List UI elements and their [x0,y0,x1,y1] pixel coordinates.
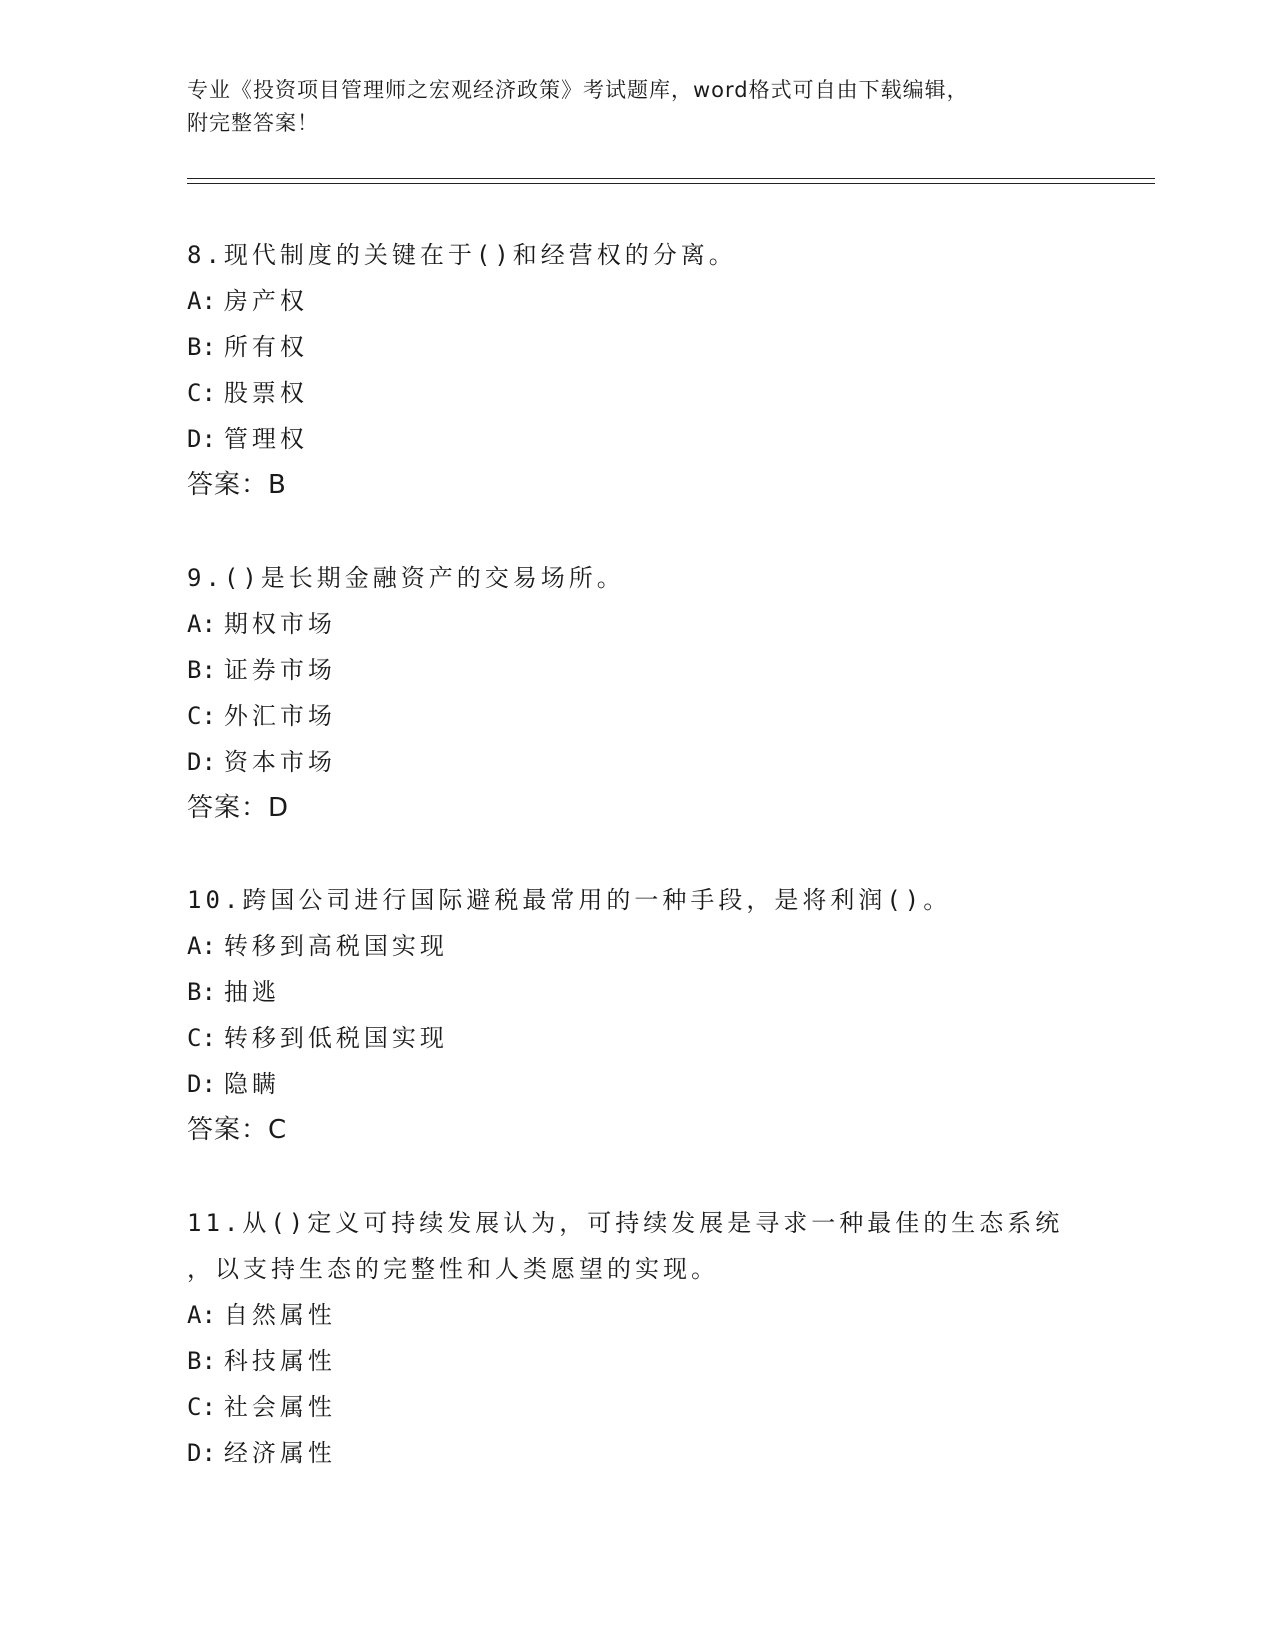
question-stem: 10.跨国公司进行国际避税最常用的一种手段，是将利润()。 [187,886,952,914]
question-10 [187,877,1107,1153]
option-letter: C: [187,702,216,730]
option-letter: A: [187,932,216,960]
option-text: 社会属性 [223,1393,336,1421]
option-letter: D: [187,1439,216,1467]
option-b [187,969,1107,1015]
option-text: 外汇市场 [223,702,336,730]
header-line-1: 专业《投资项目管理师之宏观经济政策》考试题库，word格式可自由下载编辑， [187,78,969,102]
option-d [187,416,1107,462]
option-letter: B: [187,1347,216,1375]
option-letter: A: [187,610,216,638]
option-text: 证券市场 [223,656,336,684]
option-a [187,1292,1107,1338]
header-divider-bottom [187,183,1155,184]
option-text: 自然属性 [223,1301,336,1329]
option-b [187,324,1107,370]
option-letter: D: [187,425,216,453]
option-letter: A: [187,287,216,315]
option-letter: A: [187,1301,216,1329]
document-header [187,74,1067,140]
option-c [187,1384,1107,1430]
option-d [187,1430,1107,1476]
option-letter: D: [187,748,216,776]
option-text: 抽逃 [223,978,280,1006]
question-stem: 9.()是长期金融资产的交易场所。 [187,564,625,592]
question-8 [187,232,1107,508]
option-c [187,370,1107,416]
option-a [187,601,1107,647]
option-letter: B: [187,333,216,361]
option-b [187,1338,1107,1384]
option-letter: D: [187,1070,216,1098]
option-letter: B: [187,656,216,684]
option-text: 经济属性 [223,1439,336,1467]
option-text: 资本市场 [223,748,336,776]
option-text: 股票权 [223,379,308,407]
option-text: 期权市场 [223,610,336,638]
answer-label: 答案：C [187,1115,288,1145]
option-letter: C: [187,1393,216,1421]
answer-label: 答案：B [187,470,287,500]
question-11 [187,1200,1107,1476]
option-c [187,1015,1107,1061]
option-c [187,693,1107,739]
option-text: 房产权 [223,287,308,315]
option-text: 所有权 [223,333,308,361]
option-text: 转移到低税国实现 [223,1024,448,1052]
option-text: 转移到高税国实现 [223,932,448,960]
option-letter: B: [187,978,216,1006]
option-b [187,647,1107,693]
option-d [187,1061,1107,1107]
option-letter: C: [187,379,216,407]
question-stem-line-2: ，以支持生态的完整性和人类愿望的实现。 [187,1255,719,1283]
question-9 [187,555,1107,831]
option-a [187,923,1107,969]
answer-label: 答案：D [187,793,290,823]
question-stem-line-1: 11.从()定义可持续发展认为，可持续发展是寻求一种最佳的生态系统 [187,1209,1064,1237]
header-line-2: 附完整答案！ [187,111,319,135]
option-a [187,278,1107,324]
option-d [187,739,1107,785]
option-text: 隐瞒 [223,1070,280,1098]
option-letter: C: [187,1024,216,1052]
header-divider-top [187,178,1155,179]
option-text: 管理权 [223,425,308,453]
question-stem: 8.现代制度的关键在于()和经营权的分离。 [187,241,737,269]
option-text: 科技属性 [223,1347,336,1375]
